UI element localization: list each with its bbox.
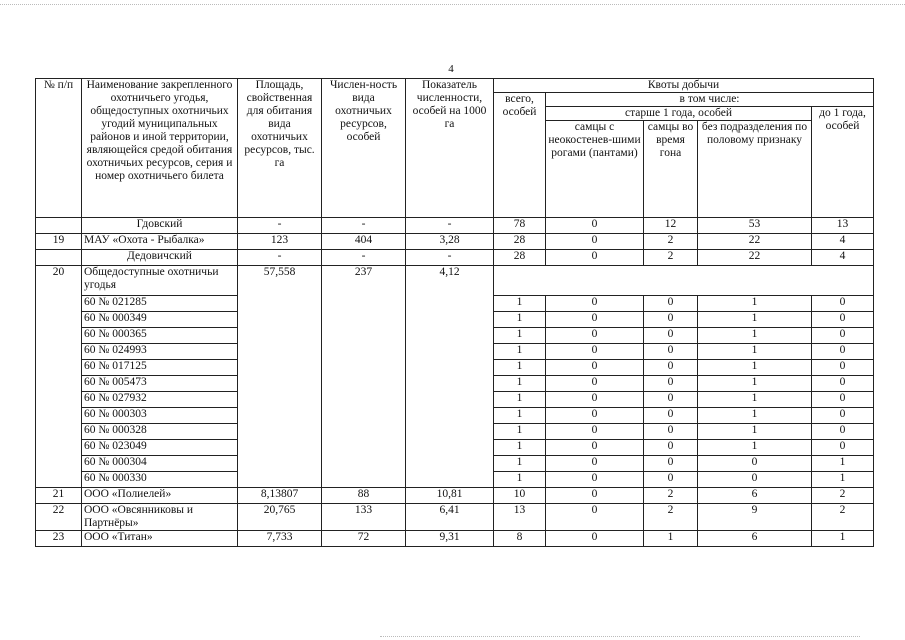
males-rut-cell: 2 (644, 488, 698, 504)
header-males-antlers: самцы с неокостенев-шими рогами (пантами) (546, 121, 644, 218)
name-cell: ООО «Титан» (82, 531, 238, 547)
under1-cell: 1 (812, 472, 874, 488)
num-cell: 21 (36, 488, 82, 504)
under1-cell: 4 (812, 234, 874, 250)
males-antlers-cell: 0 (546, 456, 644, 472)
header-males-rut: самцы во время гона (644, 121, 698, 218)
no-sex-cell: 1 (698, 376, 812, 392)
header-name: Наименование закрепленного охотничьего угодья, общедоступных охотничьих угодий муниципальных районов и иной территории, являющейся средой обитания охотничьих ресурсов, серия и номер охотничьего билета (82, 79, 238, 218)
header-quotas: Квоты добычи (494, 79, 874, 93)
no-sex-cell: 22 (698, 234, 812, 250)
no-sex-cell: 53 (698, 218, 812, 234)
density-cell: - (406, 250, 494, 266)
males-rut-cell: 0 (644, 472, 698, 488)
males-antlers-cell: 0 (546, 472, 644, 488)
ticket-cell: 60 № 000349 (82, 312, 238, 328)
name-cell: Общедоступные охотничьи угодья (82, 266, 238, 296)
under1-cell: 1 (812, 456, 874, 472)
num-cell: 20 (36, 266, 82, 488)
males-rut-cell: 1 (644, 531, 698, 547)
area-cell: 7,733 (238, 531, 322, 547)
males-rut-cell: 0 (644, 424, 698, 440)
density-cell: 10,81 (406, 488, 494, 504)
under1-cell: 2 (812, 504, 874, 531)
header-density: Показатель численности, особей на 1000 га (406, 79, 494, 218)
no-sex-cell: 1 (698, 360, 812, 376)
area-cell: 8,13807 (238, 488, 322, 504)
males-rut-cell: 12 (644, 218, 698, 234)
total-cell: 1 (494, 296, 546, 312)
under1-cell: 0 (812, 376, 874, 392)
total-cell: 1 (494, 360, 546, 376)
under1-cell: 13 (812, 218, 874, 234)
total-cell: 10 (494, 488, 546, 504)
males-rut-cell: 2 (644, 234, 698, 250)
males-antlers-cell: 0 (546, 344, 644, 360)
num-cell (36, 250, 82, 266)
under1-cell: 0 (812, 408, 874, 424)
under1-cell: 0 (812, 296, 874, 312)
total-cell: 13 (494, 504, 546, 531)
males-rut-cell: 0 (644, 392, 698, 408)
no-sex-cell: 6 (698, 488, 812, 504)
total-cell: 28 (494, 234, 546, 250)
males-antlers-cell: 0 (546, 218, 644, 234)
total-cell: 1 (494, 312, 546, 328)
num-cell: 19 (36, 234, 82, 250)
area-cell: 57,558 (238, 266, 322, 488)
header-no-sex: без подразделения по половому признаку (698, 121, 812, 218)
males-antlers-cell: 0 (546, 376, 644, 392)
ticket-cell: 60 № 000330 (82, 472, 238, 488)
count-cell: 237 (322, 266, 406, 488)
total-cell: 1 (494, 408, 546, 424)
no-sex-cell: 1 (698, 344, 812, 360)
males-rut-cell: 0 (644, 360, 698, 376)
males-antlers-cell: 0 (546, 296, 644, 312)
table-row (36, 234, 874, 250)
count-cell: - (322, 250, 406, 266)
ticket-cell: 60 № 005473 (82, 376, 238, 392)
name-cell: ООО «Овсянниковы и Партнёры» (82, 504, 238, 531)
count-cell: 404 (322, 234, 406, 250)
under1-cell: 0 (812, 392, 874, 408)
ticket-cell: 60 № 000365 (82, 328, 238, 344)
males-antlers-cell: 0 (546, 360, 644, 376)
name-cell: ООО «Полиелей» (82, 488, 238, 504)
total-cell: 1 (494, 440, 546, 456)
males-rut-cell: 2 (644, 250, 698, 266)
under1-cell: 0 (812, 312, 874, 328)
region-row (36, 218, 874, 234)
no-sex-cell: 0 (698, 456, 812, 472)
density-cell: 9,31 (406, 531, 494, 547)
no-sex-cell: 6 (698, 531, 812, 547)
males-rut-cell: 2 (644, 504, 698, 531)
males-rut-cell: 0 (644, 344, 698, 360)
males-antlers-cell: 0 (546, 328, 644, 344)
scan-edge-top (0, 0, 905, 5)
under1-cell: 0 (812, 328, 874, 344)
total-cell: 1 (494, 344, 546, 360)
count-cell: - (322, 218, 406, 234)
public-lands-row (36, 266, 874, 296)
scan-edge-bottom (380, 636, 860, 638)
no-sex-cell: 1 (698, 312, 812, 328)
total-cell: 1 (494, 472, 546, 488)
area-cell: 20,765 (238, 504, 322, 531)
males-antlers-cell: 0 (546, 234, 644, 250)
header-num: № п/п (36, 79, 82, 218)
blank-quota-cell (494, 266, 874, 296)
males-antlers-cell: 0 (546, 250, 644, 266)
total-cell: 28 (494, 250, 546, 266)
no-sex-cell: 9 (698, 504, 812, 531)
no-sex-cell: 1 (698, 296, 812, 312)
num-cell: 23 (36, 531, 82, 547)
under1-cell: 0 (812, 424, 874, 440)
total-cell: 8 (494, 531, 546, 547)
table-row (36, 531, 874, 547)
total-cell: 1 (494, 456, 546, 472)
density-cell: 6,41 (406, 504, 494, 531)
under1-cell: 0 (812, 360, 874, 376)
area-cell: - (238, 250, 322, 266)
males-antlers-cell: 0 (546, 312, 644, 328)
males-rut-cell: 0 (644, 456, 698, 472)
no-sex-cell: 1 (698, 392, 812, 408)
ticket-cell: 60 № 021285 (82, 296, 238, 312)
total-cell: 78 (494, 218, 546, 234)
under1-cell: 2 (812, 488, 874, 504)
no-sex-cell: 1 (698, 440, 812, 456)
males-antlers-cell: 0 (546, 440, 644, 456)
count-cell: 88 (322, 488, 406, 504)
ticket-cell: 60 № 017125 (82, 360, 238, 376)
males-rut-cell: 0 (644, 296, 698, 312)
total-cell: 1 (494, 328, 546, 344)
males-rut-cell: 0 (644, 408, 698, 424)
quota-table (35, 78, 874, 547)
males-antlers-cell: 0 (546, 408, 644, 424)
count-cell: 72 (322, 531, 406, 547)
total-cell: 1 (494, 424, 546, 440)
num-cell (36, 218, 82, 234)
under1-cell: 1 (812, 531, 874, 547)
area-cell: 123 (238, 234, 322, 250)
under1-cell: 0 (812, 440, 874, 456)
ticket-cell: 60 № 000328 (82, 424, 238, 440)
total-cell: 1 (494, 392, 546, 408)
males-rut-cell: 0 (644, 328, 698, 344)
header-count: Числен-ность вида охотничьих ресурсов, особей (322, 79, 406, 218)
ticket-cell: 60 № 024993 (82, 344, 238, 360)
no-sex-cell: 1 (698, 424, 812, 440)
males-antlers-cell: 0 (546, 504, 644, 531)
name-cell: МАУ «Охота - Рыбалка» (82, 234, 238, 250)
under1-cell: 4 (812, 250, 874, 266)
males-antlers-cell: 0 (546, 392, 644, 408)
total-cell: 1 (494, 376, 546, 392)
ticket-cell: 60 № 000303 (82, 408, 238, 424)
ticket-cell: 60 № 000304 (82, 456, 238, 472)
header-under1: до 1 года, особей (812, 107, 874, 218)
males-rut-cell: 0 (644, 376, 698, 392)
males-rut-cell: 0 (644, 440, 698, 456)
ticket-cell: 60 № 023049 (82, 440, 238, 456)
page-number: 4 (448, 63, 454, 75)
table-row (36, 504, 874, 531)
num-cell: 22 (36, 504, 82, 531)
region-name: Дедовичский (82, 250, 238, 266)
header-total: всего, особей (494, 93, 546, 218)
area-cell: - (238, 218, 322, 234)
under1-cell: 0 (812, 344, 874, 360)
males-antlers-cell: 0 (546, 531, 644, 547)
header-older: старше 1 года, особей (546, 107, 812, 121)
males-rut-cell: 0 (644, 312, 698, 328)
table-row (36, 488, 874, 504)
males-antlers-cell: 0 (546, 424, 644, 440)
ticket-cell: 60 № 027932 (82, 392, 238, 408)
no-sex-cell: 1 (698, 328, 812, 344)
density-cell: 3,28 (406, 234, 494, 250)
region-row (36, 250, 874, 266)
no-sex-cell: 22 (698, 250, 812, 266)
no-sex-cell: 1 (698, 408, 812, 424)
region-name: Гдовский (82, 218, 238, 234)
header-area: Площадь, свойственная для обитания вида охотничьих ресурсов, тыс. га (238, 79, 322, 218)
header-incl: в том числе: (546, 93, 874, 107)
density-cell: 4,12 (406, 266, 494, 488)
count-cell: 133 (322, 504, 406, 531)
males-antlers-cell: 0 (546, 488, 644, 504)
no-sex-cell: 0 (698, 472, 812, 488)
density-cell: - (406, 218, 494, 234)
